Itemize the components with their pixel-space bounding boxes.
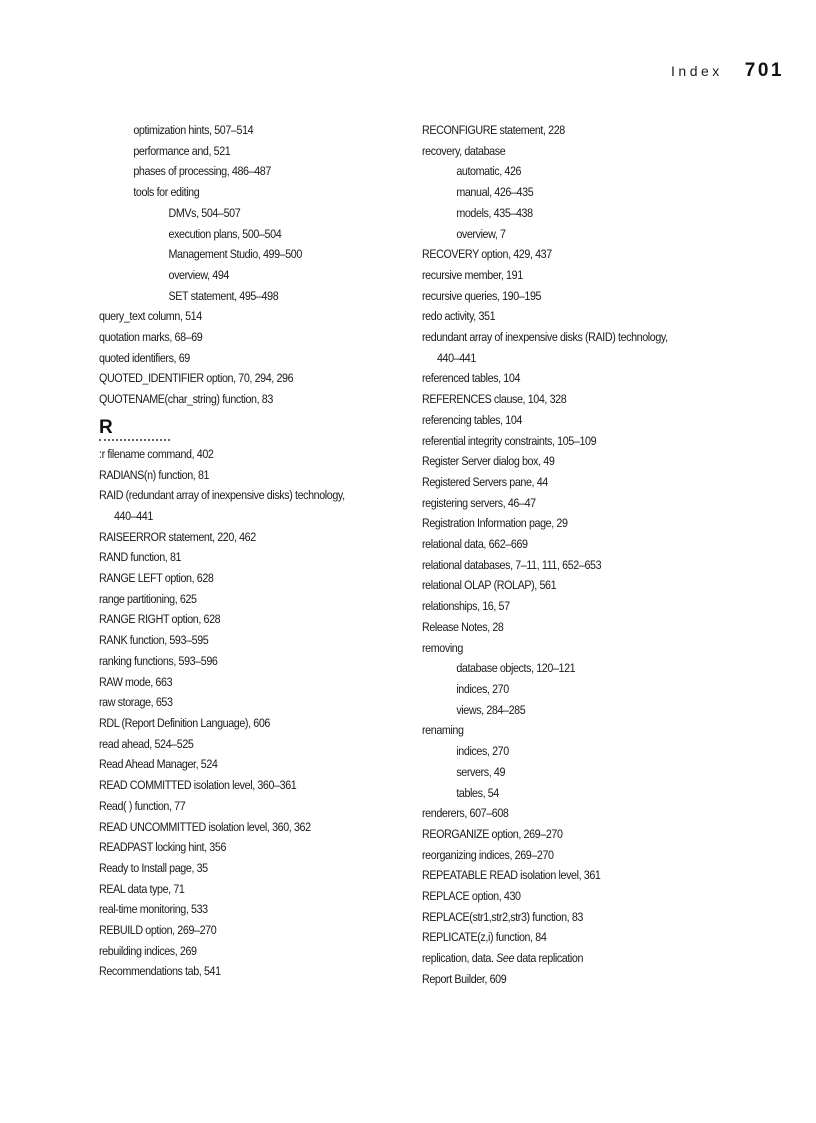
index-entry: RAND function, 81 (99, 550, 182, 565)
index-entry: RADIANS(n) function, 81 (99, 467, 210, 482)
index-entry: relational data, 662–669 (422, 537, 528, 552)
index-subentry: indices, 270 (456, 744, 509, 759)
index-entry: referential integrity constraints, 105–109 (422, 433, 597, 448)
index-entry: recovery, database (422, 143, 506, 158)
index-entry: reorganizing indices, 269–270 (422, 847, 554, 862)
section-heading-r (99, 418, 399, 441)
entries-before-r (99, 120, 399, 410)
index-entry: referenced tables, 104 (422, 371, 521, 386)
index-entry: renaming (422, 723, 464, 738)
index-entry: Register Server dialog box, 49 (422, 454, 555, 469)
index-entry: Ready to Install page, 35 (99, 860, 208, 875)
index-subentry: execution plans, 500–504 (168, 226, 282, 241)
see-entry-before: replication, data. (422, 951, 497, 966)
index-entry: relational databases, 7–11, 111, 652–653 (422, 557, 602, 572)
index-subentry: servers, 49 (456, 764, 506, 779)
index-entry: READ COMMITTED isolation level, 360–361 (99, 778, 297, 793)
index-entry: recursive queries, 190–195 (422, 288, 542, 303)
index-entry: RANGE LEFT option, 628 (99, 571, 214, 586)
right-column (422, 120, 802, 990)
index-subentry: SET statement, 495–498 (168, 288, 279, 303)
index-entry: RAID (redundant array of inexpensive disks) technology, (99, 488, 345, 503)
index-entry: REFERENCES clause, 104, 328 (422, 392, 567, 407)
index-entry-continuation: 440–441 (113, 508, 153, 523)
index-entry: REPLICATE(z,i) function, 84 (422, 930, 547, 945)
index-entry: Report Builder, 609 (422, 971, 507, 986)
index-entry: Registered Servers pane, 44 (422, 474, 548, 489)
index-entry: RECONFIGURE statement, 228 (422, 123, 565, 137)
left-column (99, 120, 399, 982)
index-entry: QUOTED_IDENTIFIER option, 70, 294, 296 (99, 371, 294, 386)
entries-after-r (99, 444, 399, 982)
index-entry: ranking functions, 593–596 (99, 653, 218, 668)
index-entry: RDL (Report Definition Language), 606 (99, 715, 270, 730)
index-entry: REORGANIZE option, 269–270 (422, 826, 563, 841)
index-subentry: tables, 54 (456, 785, 499, 800)
see-entry-after: data replication (514, 951, 584, 966)
index-entry: real-time monitoring, 533 (99, 902, 208, 917)
section-divider (99, 439, 170, 441)
index-entry: REAL data type, 71 (99, 881, 185, 896)
index-subentry: database objects, 120–121 (456, 661, 576, 676)
index-entry: renderers, 607–608 (422, 806, 509, 821)
index-entry: registering servers, 46–47 (422, 495, 536, 510)
index-entry: REPLACE option, 430 (422, 889, 521, 904)
index-entry: range partitioning, 625 (99, 591, 197, 606)
index-subentry: automatic, 426 (456, 164, 522, 179)
index-subentry: views, 284–285 (456, 702, 526, 717)
index-entry: removing (422, 640, 463, 655)
index-entry-continuation: 440–441 (436, 350, 476, 365)
index-subentry: indices, 270 (456, 681, 509, 696)
index-entry: REBUILD option, 269–270 (99, 923, 217, 938)
index-subentry: optimization hints, 507–514 (133, 123, 254, 137)
see-reference: See (496, 951, 515, 966)
index-entry: REPLACE(str1,str2,str3) function, 83 (422, 909, 583, 924)
index-subentry: performance and, 521 (133, 143, 231, 158)
index-entry: Read Ahead Manager, 524 (99, 757, 218, 772)
page-number: 701 (744, 60, 784, 81)
index-entry: quotation marks, 68–69 (99, 330, 203, 345)
index-entry: relational OLAP (ROLAP), 561 (422, 578, 557, 593)
index-subentry: tools for editing (133, 185, 200, 200)
index-entry: READPAST locking hint, 356 (99, 840, 227, 855)
index-entry: QUOTENAME(char_string) function, 83 (99, 392, 273, 407)
index-entry: RAW mode, 663 (99, 674, 173, 689)
index-entry: RANK function, 593–595 (99, 633, 209, 648)
index-entry: REPEATABLE READ isolation level, 361 (422, 868, 601, 883)
section-letter: R (99, 416, 113, 438)
index-subentry: Management Studio, 499–500 (168, 247, 302, 262)
index-entry: recursive member, 191 (422, 267, 523, 282)
index-entry: relationships, 16, 57 (422, 599, 510, 614)
index-subentry: overview, 494 (168, 267, 229, 282)
index-entry: redo activity, 351 (422, 309, 496, 324)
index-entry: Recommendations tab, 541 (99, 964, 221, 979)
index-entry: rebuilding indices, 269 (99, 943, 197, 958)
index-entry: redundant array of inexpensive disks (RAID) technology, (422, 330, 668, 345)
index-subentry: phases of processing, 486–487 (133, 164, 271, 179)
index-entry: :r filename command, 402 (99, 446, 214, 461)
index-entry: quoted identifiers, 69 (99, 350, 190, 365)
index-entry: read ahead, 524–525 (99, 736, 194, 751)
index-entry: RAISEERROR statement, 220, 462 (99, 529, 256, 544)
index-entry: query_text column, 514 (99, 309, 202, 324)
running-head (671, 60, 784, 82)
index-subentry: DMVs, 504–507 (168, 205, 241, 220)
index-subentry: models, 435–438 (456, 205, 533, 220)
right-entries (422, 120, 802, 948)
index-entry: READ UNCOMMITTED isolation level, 360, 362 (99, 819, 311, 834)
index-entry-see (422, 948, 756, 969)
index-entry: raw storage, 653 (99, 695, 173, 710)
index-entry: Registration Information page, 29 (422, 516, 568, 531)
index-entry: Release Notes, 28 (422, 619, 504, 634)
index-subentry: manual, 426–435 (456, 185, 534, 200)
section-title: Index (671, 63, 723, 79)
index-entry: RECOVERY option, 429, 437 (422, 247, 552, 262)
index-subentry: overview, 7 (456, 226, 506, 241)
index-entry: Read( ) function, 77 (99, 798, 186, 813)
index-entry: referencing tables, 104 (422, 412, 523, 427)
index-entry: RANGE RIGHT option, 628 (99, 612, 221, 627)
